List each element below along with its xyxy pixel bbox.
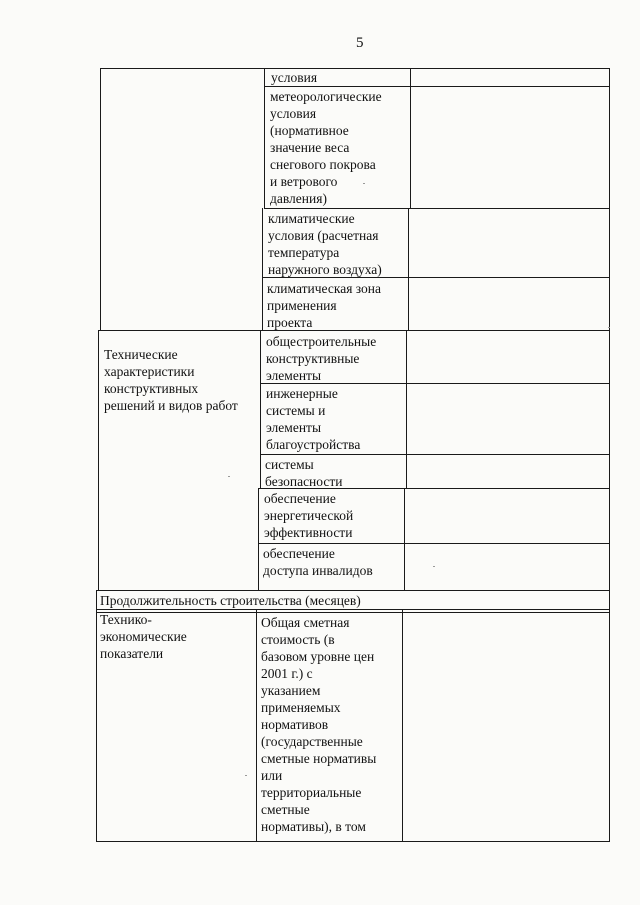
cell-construction-duration: Продолжительность строительства (месяцев) (100, 593, 361, 608)
table-rule (258, 488, 259, 591)
table-rule (96, 841, 610, 842)
table-rule (406, 330, 407, 489)
table-rule (258, 543, 610, 544)
cell-technical-characteristics-label: Технические характеристики конструктивных решений и видов работ (104, 347, 238, 413)
table-rule (96, 609, 610, 610)
table-rule (262, 208, 263, 331)
scan-speck (433, 566, 435, 567)
cell-climatic-conditions: климатические условия (расчетная температура наружного воздуха) (268, 211, 382, 277)
cell-climatic-zone: климатическая зона применения проекта (267, 281, 381, 330)
table-rule (402, 609, 403, 842)
cell-technical-economic-label: Технико- экономические показатели (100, 612, 187, 661)
scan-speck (245, 775, 247, 776)
table-rule (100, 68, 609, 69)
table-rule (256, 609, 257, 842)
page-number: 5 (356, 35, 364, 51)
cell-conditions-tail: условия (271, 70, 318, 85)
table-rule (264, 208, 610, 209)
table-rule (410, 68, 411, 209)
scan-speck (228, 476, 230, 477)
table-rule (264, 68, 265, 209)
cell-total-estimate-cost: Общая сметная стоимость (в базовом уровне цен 2001 г.) с указанием применяемых нормативов (государственные сметные нормативы или территориальные сметные нормативы), в том (261, 615, 377, 834)
cell-engineering-systems: инженерные системы и элементы благоустройства (266, 386, 361, 452)
cell-energy-efficiency: обеспечение энергетической эффективности (264, 491, 354, 540)
table-rule (408, 208, 409, 331)
table-rule (96, 590, 610, 591)
cell-disabled-access: обеспечение доступа инвалидов (263, 546, 373, 578)
scan-speck (363, 183, 365, 184)
table-rule (264, 86, 610, 87)
cell-general-construction-elements: общестроительные конструктивные элементы (266, 334, 377, 383)
table-rule (260, 330, 261, 489)
table-rule (96, 590, 97, 842)
table-rule (609, 68, 610, 842)
table-rule (260, 454, 610, 455)
table-rule (404, 488, 405, 591)
scan-speck (608, 327, 610, 328)
cell-meteorological-conditions: метеорологические условия (нормативное значение веса снегового покрова и ветрового давления) (270, 89, 382, 206)
table-rule (98, 330, 99, 591)
table-rule (100, 68, 101, 331)
cell-security-systems: системы безопасности (265, 457, 343, 489)
